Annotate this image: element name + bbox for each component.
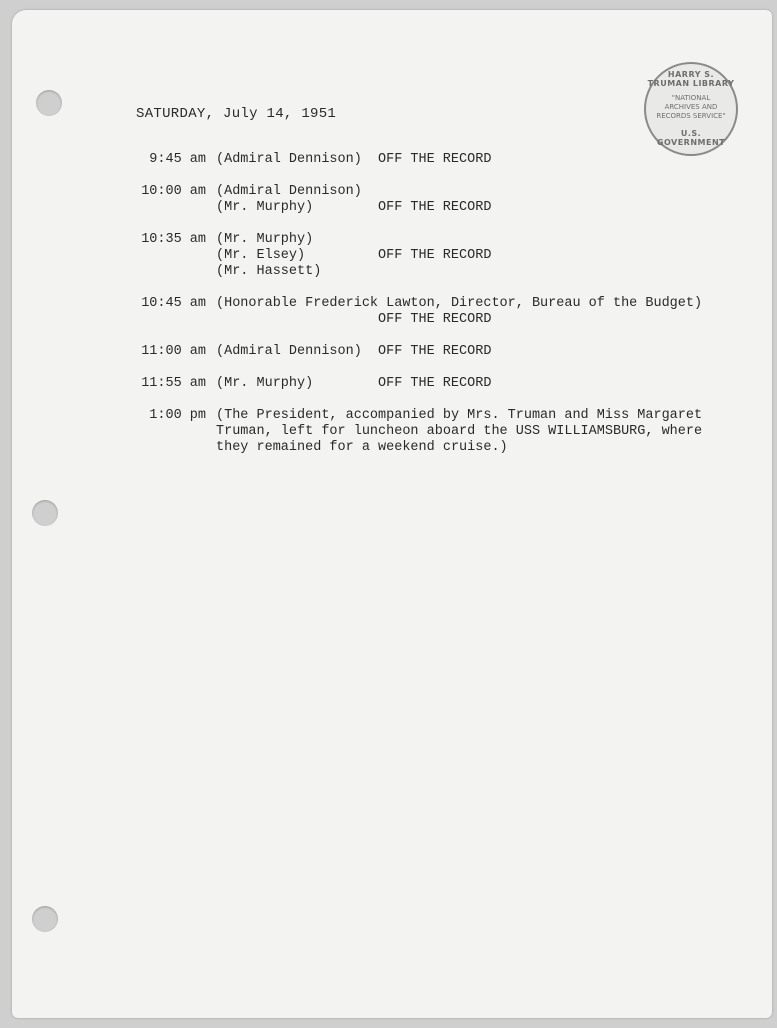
entry-time: 10:35 am (141, 232, 206, 247)
entry-time: 10:45 am (141, 296, 206, 311)
entry-name: (Admiral Dennison) (216, 152, 362, 167)
entry-name: (Mr. Hassett) (216, 264, 322, 279)
stamp-top-text: HARRY S. TRUMAN LIBRARY (647, 70, 735, 88)
entry-names (216, 184, 362, 216)
entry-line: (The President, accompanied by Mrs. Truman and Miss Margaret (216, 408, 703, 423)
entry-names (216, 232, 321, 280)
entry-name: (Mr. Murphy) (216, 200, 314, 215)
entry-note: OFF THE RECORD (378, 152, 492, 167)
entry-name: (Mr. Murphy) (216, 376, 314, 391)
punch-hole-middle (32, 500, 58, 526)
entry-time: 11:55 am (141, 376, 206, 391)
document-page (12, 10, 772, 1018)
entry-note: OFF THE RECORD (378, 376, 492, 391)
entry-names (216, 376, 313, 392)
entry-line: they remained for a weekend cruise.) (216, 440, 508, 455)
entry-line: Truman, left for luncheon aboard the USS WILLIAMSBURG, where (216, 424, 703, 439)
entry-name: (Admiral Dennison) (216, 184, 362, 199)
entry-time: 1:00 pm (149, 408, 206, 423)
punch-hole-bottom (32, 906, 58, 932)
stamp-bottom-text: U.S. GOVERNMENT (656, 129, 726, 147)
page-date: SATURDAY, July 14, 1951 (136, 106, 337, 122)
entry-names (216, 344, 362, 360)
entry-note: OFF THE RECORD (378, 248, 492, 263)
entry-description (216, 296, 702, 312)
entry-note: OFF THE RECORD (378, 312, 492, 327)
punch-hole-top (36, 90, 62, 116)
entry-time: 11:00 am (141, 344, 206, 359)
entry-description (216, 408, 702, 456)
entry-note: OFF THE RECORD (378, 344, 492, 359)
entry-note: OFF THE RECORD (378, 200, 492, 215)
entry-name: (Mr. Murphy) (216, 232, 314, 247)
entry-time: 10:00 am (141, 184, 206, 199)
archive-stamp (644, 62, 738, 156)
entry-line: (Honorable Frederick Lawton, Director, Bureau of the Budget) (216, 296, 703, 311)
stamp-middle-text: "NATIONAL ARCHIVES AND RECORDS SERVICE" (656, 94, 726, 120)
entry-name: (Admiral Dennison) (216, 344, 362, 359)
entry-names (216, 152, 362, 168)
entry-time: 9:45 am (149, 152, 206, 167)
entry-name: (Mr. Elsey) (216, 248, 306, 263)
